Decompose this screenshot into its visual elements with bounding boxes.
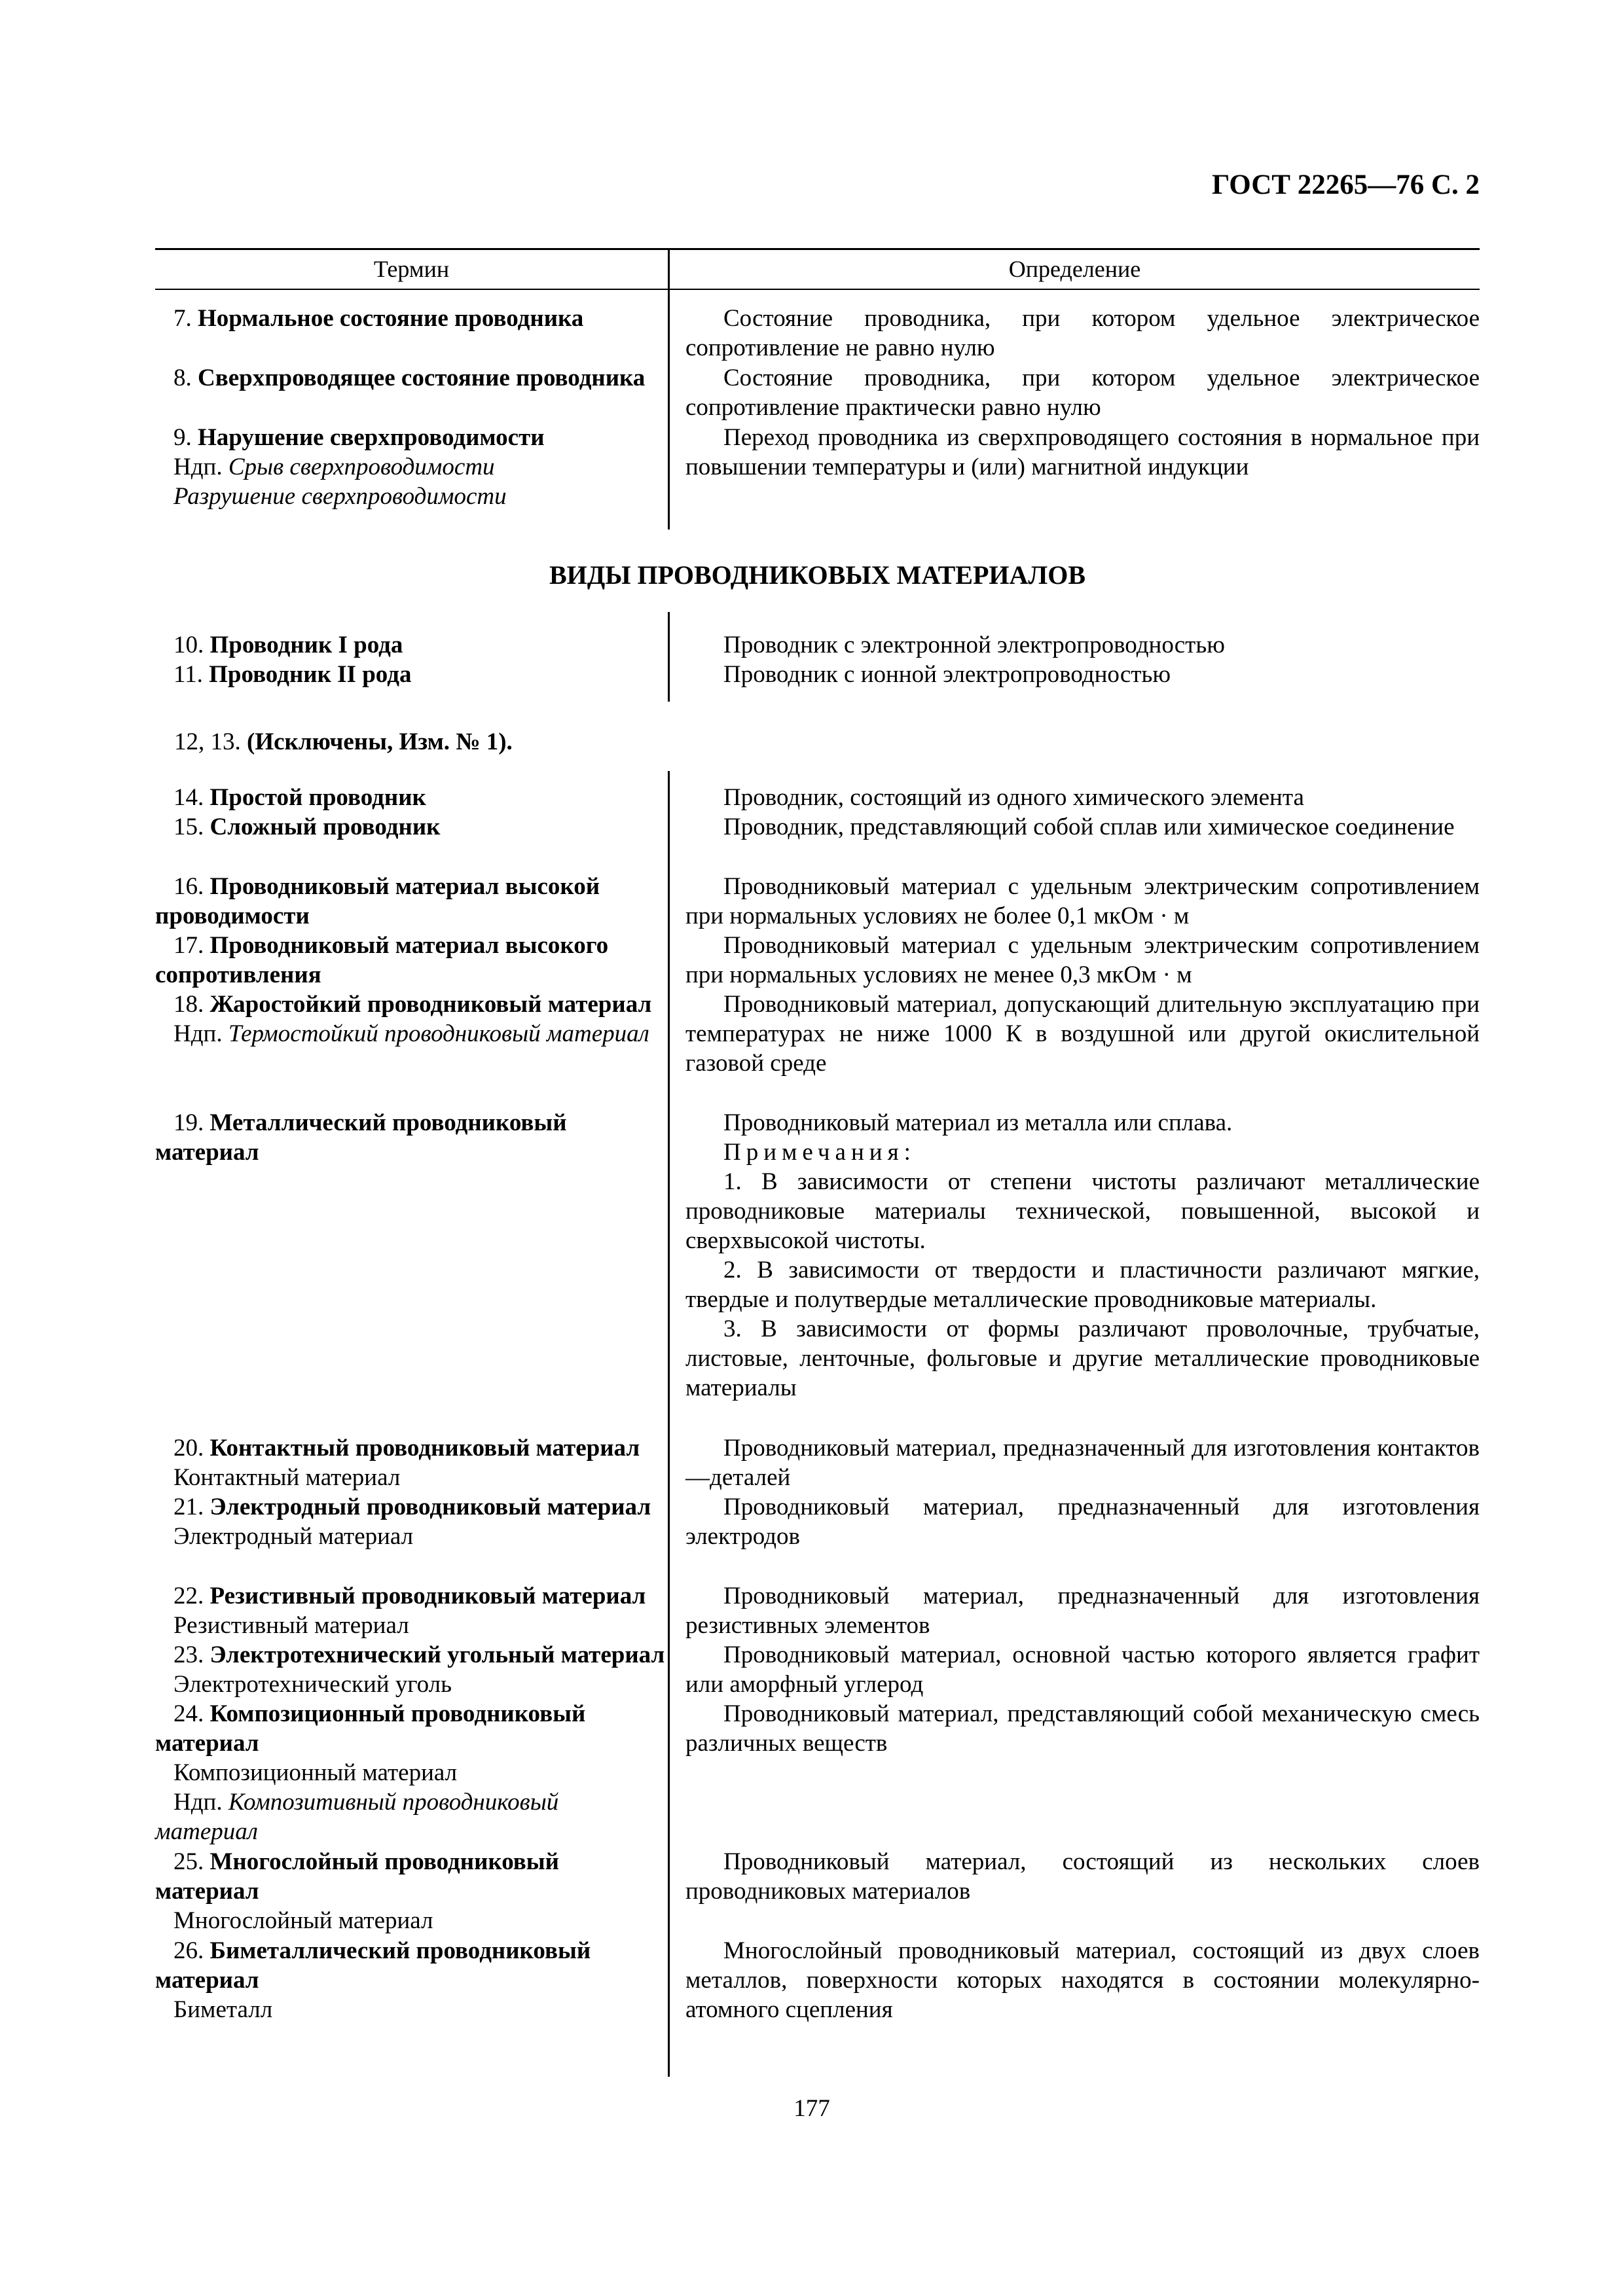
term-cell: 15. Сложный проводник [173,814,441,840]
section-title: ВИДЫ ПРОВОДНИКОВЫХ МАТЕРИАЛОВ [549,560,1086,590]
term-cell: 22. Резистивный проводниковый материал Резистивный материал [173,1583,646,1639]
definition-cell: Проводниковый материал, допускающий длительную эксплуатацию при температурах не ниже 1000 К в воздушной или другой окислительной газовой среде [685,991,1480,1077]
definition-cell: Состояние проводника, при котором удельное электрическое сопротивление практически равно нулю [685,365,1480,421]
term-cell: 25. Многослойный проводниковый материал Многослойный материал [155,1848,559,1934]
term-cell: 9. Нарушение сверхпроводимости Ндп. Срыв сверхпроводимости Разрушение сверхпроводимости [173,424,545,510]
term-cell: 17. Проводниковый материал высокого сопротивления [155,932,609,988]
definition-cell: Проводниковый материал, предназначенный для изготовления контактов—деталей [685,1435,1480,1491]
definition-cell: Проводниковый материал, предназначенный для изготовления резистивных элементов [685,1583,1480,1639]
term-cell: 23. Электротехнический угольный материал Электротехнический уголь [173,1641,665,1698]
term-cell: 11. Проводник II рода [173,661,412,688]
term-cell: 18. Жаростойкий проводниковый материал Ндп. Термостойкий проводниковый материал [173,991,652,1047]
definition-cell: Проводниковый материал, представляющий собой механическую смесь различных веществ [685,1700,1480,1757]
column-header-definition: Определение [1008,256,1141,282]
excluded-note: 12, 13. (Исключены, Изм. № 1). [174,728,513,755]
term-cell: 19. Металлический проводниковый материал [155,1109,567,1166]
definition-cell: Проводник, состоящий из одного химического элемента [723,784,1304,811]
definition-cell: Проводниковый материал, состоящий из нескольких слоев проводниковых материалов [685,1848,1480,1905]
term-cell: 26. Биметаллический проводниковый материал Биметалл [155,1937,591,2023]
definition-cell: Проводник с электронной электропроводностью [723,632,1225,658]
definition-cell: Проводниковый материал с удельным электрическим сопротивлением при нормальных условиях не менее 0,3 мкОм · м [685,932,1480,988]
term-cell: 20. Контактный проводниковый материал Контактный материал [173,1435,640,1491]
term-cell: 8. Сверхпроводящее состояние проводника [173,365,646,391]
term-cell: 14. Простой проводник [173,784,426,811]
definition-cell: Проводник, представляющий собой сплав или химическое соединение [723,814,1455,840]
definition-cell: Проводник с ионной электропроводностью [723,661,1171,688]
term-cell: 24. Композиционный проводниковый материал Композиционный материал Ндп. Композитивный проводниковый материал [155,1700,586,1845]
term-cell: 21. Электродный проводниковый материал Электродный материал [173,1494,651,1550]
term-cell: 10. Проводник I рода [173,632,403,658]
definition-cell: Проводниковый материал, предназначенный для изготовления электродов [685,1494,1480,1550]
definition-cell: Многослойный проводниковый материал, состоящий из двух слоев металлов, поверхности которых находятся в состоянии молекулярно-атомного сцепления [685,1937,1480,2023]
definition-cell: Проводниковый материал, основной частью которого является графит или аморфный углерод [685,1641,1480,1698]
column-divider [668,771,670,2077]
term-cell: 7. Нормальное состояние проводника [173,305,584,332]
definition-cell: Переход проводника из сверхпроводящего состояния в нормальное при повышении температуры и (или) магнитной индукции [685,424,1480,480]
definition-cell: Проводниковый материал с удельным электрическим сопротивлением при нормальных условиях не более 0,1 мкОм · м [685,873,1480,929]
column-header-term: Термин [373,256,450,282]
table-top-rule [155,248,1480,250]
term-cell: 16. Проводниковый материал высокой проводимости [155,873,600,929]
definition-cell: Проводниковый материал из металла или сплава. Примечания: 1. В зависимости от степени чистоты различают металлические проводниковые материалы технической, повышенной, высокой и сверхвысокой чистоты. 2. В зависимости от твердости и пластичности различают мягкие, твердые и полутвердые металлические проводниковые материалы. 3. В зависимости от формы различают проволочные, трубчатые, листовые, ленточные, фольговые и другие металлические проводниковые материалы [685,1109,1480,1401]
page-header: ГОСТ 22265—76 С. 2 [1211,170,1480,200]
table-header-rule [155,289,1480,290]
definition-cell: Состояние проводника, при котором удельное электрическое сопротивление не равно нулю [685,305,1480,361]
page-number: 177 [793,2095,830,2122]
